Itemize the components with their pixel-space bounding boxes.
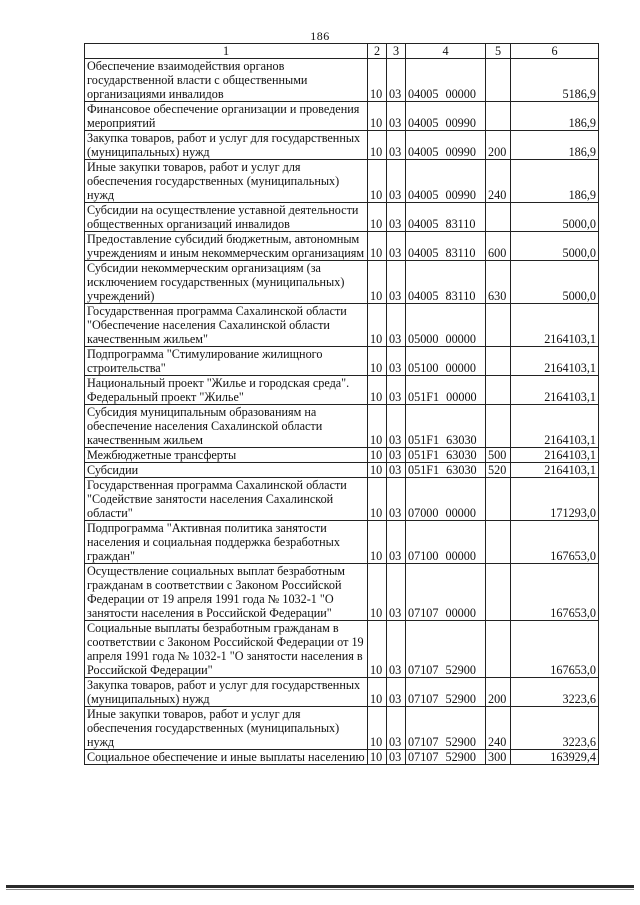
- row-sum-cell: 167653,0: [511, 564, 599, 621]
- row-target-code-cell: [406, 478, 486, 521]
- row-sum-cell: 2164103,1: [511, 376, 599, 405]
- target-code-part-b: 00000: [445, 332, 476, 346]
- row-subsection-cell: 03: [387, 564, 406, 621]
- row-expense-type-cell: 200: [486, 131, 511, 160]
- row-section-cell: 10: [368, 621, 387, 678]
- row-name-cell: Закупка товаров, работ и услуг для государственных (муниципальных) нужд: [85, 678, 368, 707]
- bottom-rule: [6, 885, 634, 888]
- row-section-cell: 10: [368, 232, 387, 261]
- row-target-code-cell: [406, 376, 486, 405]
- row-target-code-cell: [406, 203, 486, 232]
- row-target-code-cell: [406, 463, 486, 478]
- row-subsection-cell: 03: [387, 347, 406, 376]
- target-code-part-b: 63030: [446, 448, 477, 462]
- target-code-part-b: 83110: [445, 289, 476, 303]
- row-sum-cell: 2164103,1: [511, 347, 599, 376]
- table-row: [85, 678, 599, 707]
- row-target-code-cell: [406, 405, 486, 448]
- row-target-code-cell: [406, 707, 486, 750]
- target-code-part-b: 00990: [445, 188, 476, 202]
- target-code-part-a: 051F1: [408, 448, 440, 462]
- column-header: 6: [511, 44, 599, 59]
- row-expense-type-cell: [486, 564, 511, 621]
- target-code-part-b: 00990: [445, 145, 476, 159]
- target-code-part-a: 04005: [408, 289, 439, 303]
- row-sum-cell: 186,9: [511, 160, 599, 203]
- row-name-cell: Субсидии на осуществление уставной деятельности общественных организаций инвалидов: [85, 203, 368, 232]
- row-section-cell: 10: [368, 405, 387, 448]
- target-code-part-b: 00000: [445, 549, 476, 563]
- target-code-part-b: 00000: [446, 390, 477, 404]
- row-expense-type-cell: 240: [486, 707, 511, 750]
- row-subsection-cell: 03: [387, 59, 406, 102]
- target-code-part-a: 05100: [408, 361, 439, 375]
- row-section-cell: 10: [368, 102, 387, 131]
- target-code-part-b: 52900: [445, 692, 476, 706]
- budget-table: [84, 43, 599, 765]
- target-code-part-a: 04005: [408, 246, 439, 260]
- row-sum-cell: 167653,0: [511, 621, 599, 678]
- target-code-part-a: 051F1: [408, 390, 440, 404]
- row-sum-cell: 167653,0: [511, 521, 599, 564]
- target-code-part-a: 051F1: [408, 463, 440, 477]
- row-section-cell: 10: [368, 564, 387, 621]
- table-row: [85, 203, 599, 232]
- target-code-part-a: 07107: [408, 735, 439, 749]
- row-section-cell: 10: [368, 131, 387, 160]
- table-row: [85, 160, 599, 203]
- row-target-code-cell: [406, 102, 486, 131]
- row-name-cell: Субсидии: [85, 463, 368, 478]
- row-sum-cell: 186,9: [511, 131, 599, 160]
- page-number: 186: [310, 29, 330, 43]
- target-code-part-b: 00000: [445, 361, 476, 375]
- row-name-cell: Государственная программа Сахалинской области "Обеспечение населения Сахалинской области качественным жильем": [85, 304, 368, 347]
- row-subsection-cell: 03: [387, 405, 406, 448]
- row-section-cell: 10: [368, 160, 387, 203]
- row-target-code-cell: [406, 347, 486, 376]
- column-header: 1: [85, 44, 368, 59]
- row-subsection-cell: 03: [387, 203, 406, 232]
- table-row: [85, 750, 599, 765]
- row-subsection-cell: 03: [387, 478, 406, 521]
- row-subsection-cell: 03: [387, 131, 406, 160]
- target-code-part-b: 63030: [446, 433, 477, 447]
- row-subsection-cell: 03: [387, 678, 406, 707]
- row-name-cell: Подпрограмма "Стимулирование жилищного строительства": [85, 347, 368, 376]
- table-row: [85, 521, 599, 564]
- row-expense-type-cell: [486, 304, 511, 347]
- row-name-cell: Осуществление социальных выплат безработным гражданам в соответствии с Законом Российской Федерации от 19 апреля 1991 года № 1032-1 "О занятости населения в Российской Федерации": [85, 564, 368, 621]
- row-section-cell: 10: [368, 707, 387, 750]
- row-sum-cell: 3223,6: [511, 707, 599, 750]
- row-expense-type-cell: 500: [486, 448, 511, 463]
- row-name-cell: Социальные выплаты безработным гражданам в соответствии с Законом Российской Федерации от 19 апреля 1991 года № 1032-1 "О занятости населения в Российской Федерации": [85, 621, 368, 678]
- row-section-cell: 10: [368, 59, 387, 102]
- target-code-part-a: 04005: [408, 116, 439, 130]
- row-name-cell: Государственная программа Сахалинской области "Содействие занятости населения Сахалинской области": [85, 478, 368, 521]
- row-sum-cell: 171293,0: [511, 478, 599, 521]
- bottom-rule-thin: [6, 889, 634, 890]
- row-name-cell: Иные закупки товаров, работ и услуг для обеспечения государственных (муниципальных) нужд: [85, 707, 368, 750]
- row-target-code-cell: [406, 750, 486, 765]
- target-code-part-a: 07107: [408, 606, 439, 620]
- row-section-cell: 10: [368, 678, 387, 707]
- row-subsection-cell: 03: [387, 261, 406, 304]
- table-row: [85, 261, 599, 304]
- row-subsection-cell: 03: [387, 521, 406, 564]
- table-row: [85, 564, 599, 621]
- row-target-code-cell: [406, 521, 486, 564]
- row-sum-cell: 5000,0: [511, 203, 599, 232]
- row-name-cell: Национальный проект "Жилье и городская среда". Федеральный проект "Жилье": [85, 376, 368, 405]
- row-name-cell: Подпрограмма "Активная политика занятости населения и социальная поддержка безработных граждан": [85, 521, 368, 564]
- row-subsection-cell: 03: [387, 463, 406, 478]
- row-section-cell: 10: [368, 261, 387, 304]
- row-expense-type-cell: 630: [486, 261, 511, 304]
- target-code-part-a: 04005: [408, 188, 439, 202]
- target-code-part-a: 05000: [408, 332, 439, 346]
- row-target-code-cell: [406, 59, 486, 102]
- table-row: [85, 621, 599, 678]
- row-target-code-cell: [406, 448, 486, 463]
- target-code-part-a: 04005: [408, 145, 439, 159]
- table-row: [85, 347, 599, 376]
- row-target-code-cell: [406, 160, 486, 203]
- row-expense-type-cell: [486, 376, 511, 405]
- row-subsection-cell: 03: [387, 621, 406, 678]
- table-row: [85, 102, 599, 131]
- row-expense-type-cell: 300: [486, 750, 511, 765]
- target-code-part-b: 00000: [445, 606, 476, 620]
- column-header: 5: [486, 44, 511, 59]
- row-expense-type-cell: 240: [486, 160, 511, 203]
- row-target-code-cell: [406, 232, 486, 261]
- row-subsection-cell: 03: [387, 707, 406, 750]
- target-code-part-a: 051F1: [408, 433, 440, 447]
- row-sum-cell: 186,9: [511, 102, 599, 131]
- target-code-part-a: 07107: [408, 663, 439, 677]
- row-sum-cell: 2164103,1: [511, 405, 599, 448]
- target-code-part-b: 52900: [445, 663, 476, 677]
- row-section-cell: 10: [368, 478, 387, 521]
- target-code-part-a: 04005: [408, 217, 439, 231]
- row-section-cell: 10: [368, 521, 387, 564]
- row-subsection-cell: 03: [387, 448, 406, 463]
- row-subsection-cell: 03: [387, 232, 406, 261]
- row-target-code-cell: [406, 131, 486, 160]
- row-subsection-cell: 03: [387, 750, 406, 765]
- row-name-cell: Иные закупки товаров, работ и услуг для обеспечения государственных (муниципальных) нужд: [85, 160, 368, 203]
- table-header-row: [85, 44, 599, 59]
- target-code-part-a: 07107: [408, 750, 439, 764]
- table-row: [85, 463, 599, 478]
- table-row: [85, 232, 599, 261]
- row-sum-cell: 5000,0: [511, 261, 599, 304]
- row-name-cell: Субсидия муниципальным образованиям на обеспечение населения Сахалинской области качественным жильем: [85, 405, 368, 448]
- table-row: [85, 304, 599, 347]
- row-name-cell: Закупка товаров, работ и услуг для государственных (муниципальных) нужд: [85, 131, 368, 160]
- target-code-part-b: 00000: [445, 506, 476, 520]
- table-row: [85, 59, 599, 102]
- table-row: [85, 448, 599, 463]
- table-row: [85, 478, 599, 521]
- row-name-cell: Предоставление субсидий бюджетным, автономным учреждениям и иным некоммерческим организациям: [85, 232, 368, 261]
- row-sum-cell: 2164103,1: [511, 463, 599, 478]
- target-code-part-a: 07107: [408, 692, 439, 706]
- row-sum-cell: 163929,4: [511, 750, 599, 765]
- row-section-cell: 10: [368, 203, 387, 232]
- row-subsection-cell: 03: [387, 102, 406, 131]
- row-expense-type-cell: 520: [486, 463, 511, 478]
- row-subsection-cell: 03: [387, 304, 406, 347]
- table-row: [85, 376, 599, 405]
- row-expense-type-cell: [486, 347, 511, 376]
- row-expense-type-cell: [486, 521, 511, 564]
- row-name-cell: Финансовое обеспечение организации и проведения мероприятий: [85, 102, 368, 131]
- row-sum-cell: 2164103,1: [511, 448, 599, 463]
- row-name-cell: Субсидии некоммерческим организациям (за исключением государственных (муниципальных) учреждений): [85, 261, 368, 304]
- row-expense-type-cell: [486, 102, 511, 131]
- target-code-part-b: 00990: [445, 116, 476, 130]
- row-section-cell: 10: [368, 750, 387, 765]
- target-code-part-b: 52900: [445, 735, 476, 749]
- row-expense-type-cell: [486, 621, 511, 678]
- row-expense-type-cell: 200: [486, 678, 511, 707]
- row-sum-cell: 2164103,1: [511, 304, 599, 347]
- row-sum-cell: 5186,9: [511, 59, 599, 102]
- row-target-code-cell: [406, 564, 486, 621]
- row-name-cell: Межбюджетные трансферты: [85, 448, 368, 463]
- row-target-code-cell: [406, 304, 486, 347]
- column-header: 3: [387, 44, 406, 59]
- row-expense-type-cell: [486, 478, 511, 521]
- table-row: [85, 405, 599, 448]
- row-subsection-cell: 03: [387, 160, 406, 203]
- target-code-part-b: 83110: [445, 217, 476, 231]
- row-section-cell: 10: [368, 347, 387, 376]
- table-row: [85, 707, 599, 750]
- row-sum-cell: 5000,0: [511, 232, 599, 261]
- target-code-part-a: 07000: [408, 506, 439, 520]
- row-sum-cell: 3223,6: [511, 678, 599, 707]
- column-header: 2: [368, 44, 387, 59]
- target-code-part-b: 00000: [445, 87, 476, 101]
- table-row: [85, 131, 599, 160]
- row-section-cell: 10: [368, 376, 387, 405]
- row-name-cell: Социальное обеспечение и иные выплаты населению: [85, 750, 368, 765]
- row-section-cell: 10: [368, 304, 387, 347]
- row-target-code-cell: [406, 261, 486, 304]
- row-target-code-cell: [406, 678, 486, 707]
- row-name-cell: Обеспечение взаимодействия органов государственной власти с общественными организациями инвалидов: [85, 59, 368, 102]
- row-expense-type-cell: [486, 59, 511, 102]
- target-code-part-a: 07100: [408, 549, 439, 563]
- row-section-cell: 10: [368, 463, 387, 478]
- row-subsection-cell: 03: [387, 376, 406, 405]
- row-expense-type-cell: 600: [486, 232, 511, 261]
- row-expense-type-cell: [486, 405, 511, 448]
- row-section-cell: 10: [368, 448, 387, 463]
- target-code-part-b: 63030: [446, 463, 477, 477]
- column-header: 4: [406, 44, 486, 59]
- target-code-part-b: 52900: [445, 750, 476, 764]
- target-code-part-a: 04005: [408, 87, 439, 101]
- row-target-code-cell: [406, 621, 486, 678]
- target-code-part-b: 83110: [445, 246, 476, 260]
- row-expense-type-cell: [486, 203, 511, 232]
